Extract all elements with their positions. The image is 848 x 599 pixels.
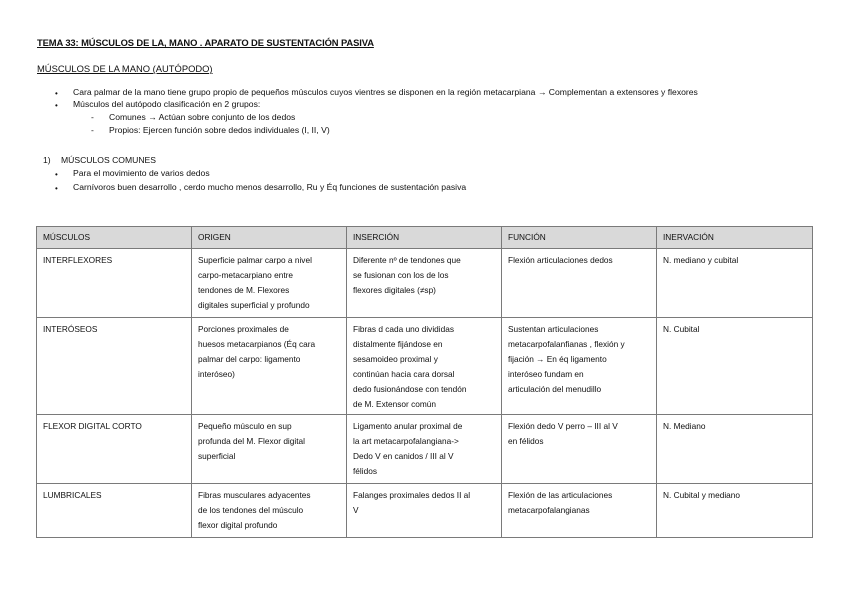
table-header-row: [37, 227, 813, 249]
cell-line: fijación → En éq ligamento: [508, 354, 607, 364]
table-row: [37, 484, 813, 538]
cell-line: V: [353, 505, 359, 515]
cell-line: metacarpofalangianas: [508, 505, 590, 515]
innervation-cell: N. Mediano: [657, 415, 813, 484]
bullet-text: Para el movimiento de varios dedos: [73, 168, 210, 178]
origin-cell: [192, 415, 347, 484]
cell-line: Superficie palmar carpo a nivel: [198, 255, 312, 265]
sub-bullet-text: Comunes → Actúan sobre conjunto de los dedos: [109, 112, 296, 122]
bullet-icon: •: [55, 101, 58, 110]
origin-cell: [192, 484, 347, 538]
cell-line: articulación del menudillo: [508, 384, 602, 394]
muscle-cell: FLEXOR DIGITAL CORTO: [37, 415, 192, 484]
cell-line: distalmente fijándose en: [353, 339, 443, 349]
column-header: MÚSCULOS: [37, 227, 192, 249]
cell-line: continúan hacia cara dorsal: [353, 369, 455, 379]
cell-line: huesos metacarpianos (Éq cara: [198, 339, 316, 349]
column-header: INSERCIÓN: [347, 227, 502, 249]
cell-line: Ligamento anular proximal de: [353, 421, 463, 431]
bullet-icon: •: [55, 170, 58, 179]
cell-line: Flexión dedo V perro – III al V: [508, 421, 618, 431]
cell-line: dedo fusionándose con tendón: [353, 384, 467, 394]
cell-line: flexor digital profundo: [198, 520, 278, 530]
section-number: 1): [43, 155, 51, 165]
muscle-cell: INTERFLEXORES: [37, 249, 192, 318]
origin-cell: [192, 318, 347, 415]
cell-line: félidos: [353, 466, 377, 476]
cell-line: metacarpofalanfianas , flexión y: [508, 339, 625, 349]
cell-line: de los tendones del músculo: [198, 505, 304, 515]
cell-line: interóseo fundam en: [508, 369, 584, 379]
bullet-icon: •: [55, 89, 58, 98]
column-header: FUNCIÓN: [502, 227, 657, 249]
cell-line: Flexión articulaciones dedos: [508, 255, 613, 265]
cell-line: digitales superficial y profundo: [198, 300, 310, 310]
insertion-cell: [347, 249, 502, 318]
column-header: ORIGEN: [192, 227, 347, 249]
function-cell: [502, 484, 657, 538]
function-cell: [502, 249, 657, 318]
cell-line: sesamoideo proximal y: [353, 354, 438, 364]
cell-line: Porciones proximales de: [198, 324, 289, 334]
cell-line: Pequeño músculo en sup: [198, 421, 292, 431]
cell-line: tendones de M. Flexores: [198, 285, 290, 295]
document-title: TEMA 33: MÚSCULOS DE LA, MANO . APARATO DE SUSTENTACIÓN PASIVA: [37, 37, 374, 48]
cell-line: de M. Extensor común: [353, 399, 437, 409]
cell-line: Fibras musculares adyacentes: [198, 490, 311, 500]
innervation-cell: N. Cubital: [657, 318, 813, 415]
insertion-cell: [347, 484, 502, 538]
cell-line: la art metacarpofalangiana->: [353, 436, 459, 446]
muscle-cell: INTERÓSEOS: [37, 318, 192, 415]
muscles-table: [36, 226, 813, 538]
cell-line: Sustentan articulaciones: [508, 324, 599, 334]
cell-line: superficial: [198, 451, 236, 461]
dash-icon: -: [91, 125, 94, 135]
cell-line: Falanges proximales dedos II al: [353, 490, 471, 500]
table-row: [37, 415, 813, 484]
cell-line: Diferente nº de tendones que: [353, 255, 461, 265]
table-row: [37, 249, 813, 318]
bullet-text: Músculos del autópodo clasificación en 2 grupos:: [73, 99, 261, 109]
cell-line: se fusionan con los de los: [353, 270, 449, 280]
insertion-cell: [347, 318, 502, 415]
cell-line: palmar del carpo: ligamento: [198, 354, 301, 364]
insertion-cell: [347, 415, 502, 484]
dash-icon: -: [91, 112, 94, 122]
muscle-cell: LUMBRICALES: [37, 484, 192, 538]
table-row: [37, 318, 813, 415]
cell-line: Flexión de las articulaciones: [508, 490, 613, 500]
origin-cell: [192, 249, 347, 318]
bullet-text: Carnívoros buen desarrollo , cerdo mucho menos desarrollo, Ru y Éq funciones de sustentación pasiva: [73, 182, 467, 192]
cell-line: profunda del M. Flexor digital: [198, 436, 305, 446]
bullet-icon: •: [55, 184, 58, 193]
cell-line: interóseo): [198, 369, 235, 379]
sub-bullet-text: Propios: Ejercen función sobre dedos individuales (I, II, V): [109, 125, 330, 135]
cell-line: Dedo V en canidos / III al V: [353, 451, 454, 461]
innervation-cell: N. mediano y cubital: [657, 249, 813, 318]
section-heading: MÚSCULOS COMUNES: [61, 155, 157, 165]
function-cell: [502, 318, 657, 415]
cell-line: Fibras d cada uno divididas: [353, 324, 455, 334]
column-header: INERVACIÓN: [657, 227, 813, 249]
innervation-cell: N. Cubital y mediano: [657, 484, 813, 538]
section-subtitle: MÚSCULOS DE LA MANO (AUTÓPODO): [37, 63, 213, 74]
cell-line: flexores digitales (≠sp): [353, 285, 436, 295]
cell-line: en félidos: [508, 436, 544, 446]
bullet-text: Cara palmar de la mano tiene grupo propio de pequeños músculos cuyos vientres se disponen en la región metacarpiana → Complementan a extensores y flexores: [73, 87, 698, 97]
cell-line: carpo-metacarpiano entre: [198, 270, 294, 280]
function-cell: [502, 415, 657, 484]
